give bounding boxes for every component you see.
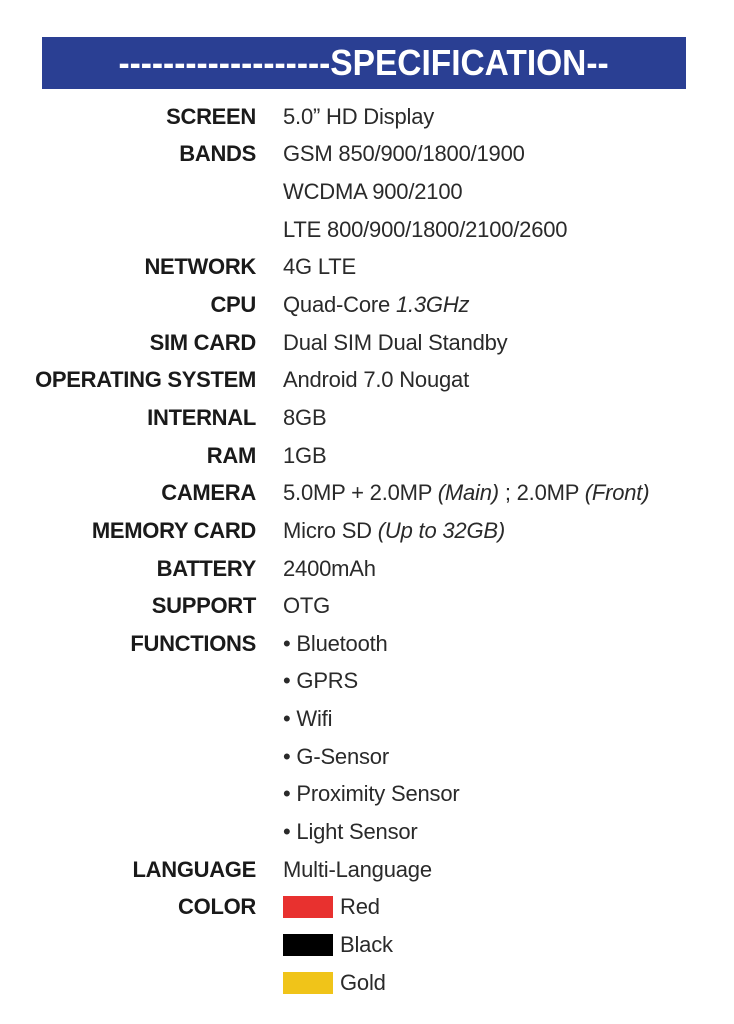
spec-label: CAMERA bbox=[161, 480, 256, 506]
spec-row-sim-card bbox=[0, 324, 734, 362]
spec-list bbox=[0, 98, 734, 1001]
spec-row-network bbox=[0, 249, 734, 287]
spec-label: FUNCTIONS bbox=[130, 630, 256, 656]
spec-value bbox=[283, 970, 386, 996]
spec-value bbox=[283, 367, 469, 393]
spec-label: BANDS bbox=[179, 141, 256, 167]
spec-row-support bbox=[0, 587, 734, 625]
spec-value-note: (Up to 32GB) bbox=[377, 517, 505, 543]
spec-row-camera bbox=[0, 474, 734, 512]
spec-label: MEMORY CARD bbox=[91, 517, 256, 543]
spec-row-screen bbox=[0, 98, 734, 136]
spec-value bbox=[283, 330, 507, 356]
spec-value bbox=[283, 141, 525, 167]
spec-value-text: 5.0MP + 2.0MP bbox=[283, 480, 438, 506]
spec-row-memory-card bbox=[0, 512, 734, 550]
spec-value-text: GSM 850/900/1800/1900 bbox=[283, 141, 525, 167]
spec-value-text: 4G LTE bbox=[283, 254, 356, 280]
spec-row bbox=[0, 211, 734, 249]
spec-title: -------------------SPECIFICATION-- bbox=[118, 42, 610, 83]
spec-value-text: 2400mAh bbox=[283, 555, 376, 581]
spec-value-note: 1.3GHz bbox=[395, 292, 470, 318]
spec-value-text: Dual SIM Dual Standby bbox=[283, 329, 508, 355]
spec-row-color-red bbox=[0, 888, 734, 926]
spec-row-internal bbox=[0, 399, 734, 437]
spec-value bbox=[283, 518, 505, 544]
spec-value-note: (Main) bbox=[437, 480, 499, 506]
spec-row bbox=[0, 776, 734, 814]
spec-header-banner bbox=[42, 37, 686, 89]
spec-row-cpu bbox=[0, 286, 734, 324]
spec-value-text: 1GB bbox=[283, 442, 327, 468]
spec-value-note: (Front) bbox=[584, 480, 650, 506]
spec-row-operating-system bbox=[0, 361, 734, 399]
spec-value bbox=[283, 668, 358, 694]
spec-value bbox=[283, 706, 332, 732]
spec-value-text: Android 7.0 Nougat bbox=[283, 367, 469, 393]
spec-label: SCREEN bbox=[166, 103, 256, 129]
spec-value-text: 8GB bbox=[283, 404, 327, 430]
spec-value bbox=[283, 932, 393, 958]
spec-row-bands bbox=[0, 136, 734, 174]
spec-value-text: LTE 800/900/1800/2100/2600 bbox=[283, 216, 568, 242]
spec-value bbox=[283, 443, 326, 469]
spec-value-text: Quad-Core bbox=[283, 292, 396, 318]
spec-row-color-black bbox=[0, 926, 734, 964]
spec-value-text: • GPRS bbox=[283, 668, 358, 694]
spec-label: INTERNAL bbox=[147, 404, 256, 430]
spec-row bbox=[0, 663, 734, 701]
spec-value-text: • G-Sensor bbox=[283, 743, 389, 769]
spec-value bbox=[283, 631, 388, 657]
spec-value bbox=[283, 781, 459, 807]
color-swatch-gold bbox=[283, 972, 333, 994]
spec-label: RAM bbox=[206, 442, 256, 468]
spec-label: CPU bbox=[210, 292, 256, 318]
spec-row-language bbox=[0, 851, 734, 889]
spec-row-color-gold bbox=[0, 964, 734, 1002]
spec-value-text: 5.0” HD Display bbox=[283, 103, 435, 129]
spec-value-text: Micro SD bbox=[283, 517, 378, 543]
spec-value bbox=[283, 857, 432, 883]
color-swatch-red bbox=[283, 896, 333, 918]
spec-label: BATTERY bbox=[156, 555, 256, 581]
spec-value-text: OTG bbox=[283, 593, 331, 619]
spec-value bbox=[283, 819, 418, 845]
spec-row-ram bbox=[0, 437, 734, 475]
spec-value-text: • Wifi bbox=[283, 706, 333, 732]
spec-label: NETWORK bbox=[144, 254, 256, 280]
spec-value bbox=[283, 217, 567, 243]
spec-row-functions bbox=[0, 625, 734, 663]
spec-label: OPERATING SYSTEM bbox=[35, 367, 256, 393]
spec-row bbox=[0, 813, 734, 851]
color-swatch-black bbox=[283, 934, 333, 956]
spec-value-text: • Proximity Sensor bbox=[283, 781, 460, 807]
color-name: Black bbox=[340, 931, 393, 957]
spec-label: LANGUAGE bbox=[132, 856, 256, 882]
spec-value bbox=[283, 104, 434, 130]
spec-row bbox=[0, 700, 734, 738]
spec-value bbox=[283, 593, 330, 619]
spec-row-battery bbox=[0, 550, 734, 588]
spec-value bbox=[283, 292, 469, 318]
spec-value bbox=[283, 556, 376, 582]
spec-label: SIM CARD bbox=[149, 329, 256, 355]
spec-value-text: Multi-Language bbox=[283, 856, 432, 882]
spec-label: SUPPORT bbox=[151, 593, 256, 619]
spec-value-text: • Bluetooth bbox=[283, 630, 388, 656]
spec-value bbox=[283, 179, 462, 205]
spec-value bbox=[283, 254, 356, 280]
spec-value bbox=[283, 405, 326, 431]
spec-value bbox=[283, 894, 380, 920]
spec-value bbox=[283, 744, 389, 770]
spec-row bbox=[0, 738, 734, 776]
spec-value-text: ; 2.0MP bbox=[498, 480, 585, 506]
color-name: Red bbox=[340, 894, 380, 920]
spec-row bbox=[0, 173, 734, 211]
spec-value-text: WCDMA 900/2100 bbox=[283, 179, 463, 205]
spec-value bbox=[283, 480, 649, 506]
spec-label: COLOR bbox=[178, 894, 256, 920]
color-name: Gold bbox=[340, 969, 386, 995]
spec-value-text: • Light Sensor bbox=[283, 818, 418, 844]
